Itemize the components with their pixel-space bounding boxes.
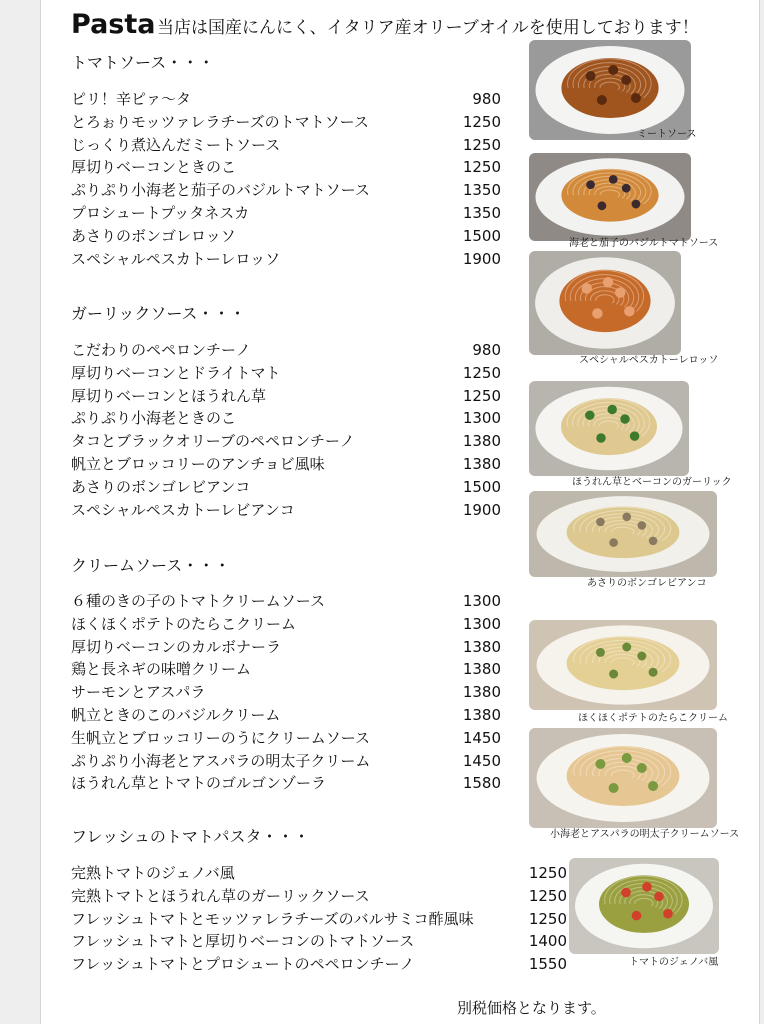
tax-note: 別税価格となります。 <box>457 999 606 1017</box>
menu-item-price: 1380 <box>462 432 501 450</box>
menu-item-name: ６種のきの子のトマトクリームソース <box>71 592 325 610</box>
menu-item-name: ピリ！辛ピァ〜タ <box>71 90 192 108</box>
dish-photo <box>529 40 691 140</box>
dish-image <box>529 251 681 355</box>
menu-item-price: 1380 <box>462 706 501 724</box>
menu-item-price: 1380 <box>462 660 501 678</box>
menu-item-name: スペシャルペスカトーレビアンコ <box>71 501 295 519</box>
menu-item-name: ぷりぷり小海老ときのこ <box>71 409 237 427</box>
menu-item-price: 1380 <box>462 455 501 473</box>
menu-item-name: サーモンとアスパラ <box>71 683 206 701</box>
menu-item-name: こだわりのペペロンチーノ <box>71 341 251 359</box>
dish-image <box>529 40 691 140</box>
menu-tagline: 当店は国産にんにく、イタリア産オリーブオイルを使用しております！ <box>157 18 699 38</box>
dish-caption: スペシャルペスカトーレロッソ <box>579 355 719 366</box>
dish-caption: あさりのボンゴレビアンコ <box>587 578 707 589</box>
menu-item-price: 1380 <box>462 638 501 656</box>
dish-photo <box>529 491 717 577</box>
menu-item-name: プロシュートプッタネスカ <box>71 204 250 222</box>
menu-item-price: 1500 <box>462 478 501 496</box>
dish-caption: トマトのジェノバ風 <box>629 957 719 968</box>
section-title: クリームソース・・・ <box>71 556 231 575</box>
menu-item-price: 1250 <box>462 158 501 176</box>
menu-item-name: 帆立ときのこのバジルクリーム <box>71 706 281 724</box>
menu-item-name: あさりのボンゴレロッソ <box>71 227 236 245</box>
menu-item-price: 1300 <box>462 592 501 610</box>
menu-item-name: あさりのボンゴレビアンコ <box>71 478 251 496</box>
menu-item-price: 1350 <box>462 181 501 199</box>
dish-image <box>529 381 689 476</box>
section-title: フレッシュのトマトパスタ・・・ <box>71 827 310 846</box>
dish-photo <box>529 728 717 828</box>
menu-item-price: 1900 <box>462 250 501 268</box>
menu-item-name: ぷりぷり小海老とアスパラの明太子クリーム <box>71 752 371 770</box>
menu-item-price: 1500 <box>462 227 501 245</box>
menu-item-price: 1380 <box>462 683 501 701</box>
dish-image <box>529 620 717 710</box>
menu-item-name: 厚切りベーコンとドライトマト <box>71 364 281 382</box>
menu-item-price: 1300 <box>462 409 501 427</box>
menu-item-name: 厚切りベーコンのカルボナーラ <box>71 638 282 656</box>
menu-item-name: 厚切りベーコンときのこ <box>71 158 237 176</box>
menu-item-name: 帆立とブロッコリーのアンチョビ風味 <box>71 455 325 473</box>
menu-item-price: 1580 <box>462 774 501 792</box>
dish-photo <box>529 381 689 476</box>
dish-caption: 海老と茄子のバジルトマトソース <box>569 238 719 249</box>
menu-item-price: 1550 <box>528 955 567 973</box>
menu-item-name: じっくり煮込んだミートソース <box>71 136 281 154</box>
menu-item-price: 1250 <box>462 387 501 405</box>
menu-item-name: フレッシュトマトと厚切りベーコンのトマトソース <box>71 932 415 950</box>
menu-item-price: 1250 <box>462 364 501 382</box>
dish-image <box>529 728 717 828</box>
dish-image <box>529 491 717 577</box>
section-title: ガーリックソース・・・ <box>71 304 246 323</box>
menu-page <box>40 0 760 1024</box>
menu-item-name: フレッシュトマトとモッツァレラチーズのバルサミコ酢風味 <box>71 910 474 928</box>
dish-caption: ほくほくポテトのたらこクリーム <box>578 713 728 724</box>
menu-item-price: 1250 <box>528 864 567 882</box>
dish-photo <box>529 251 681 355</box>
menu-item-name: ほくほくポテトのたらこクリーム <box>71 615 297 633</box>
dish-image <box>569 858 719 954</box>
menu-item-name: スペシャルペスカトーレロッソ <box>71 250 281 268</box>
dish-photo <box>569 858 719 954</box>
dish-caption: ほうれん草とベーコンのガーリック <box>572 477 732 488</box>
menu-item-price: 1450 <box>462 729 501 747</box>
menu-item-price: 1900 <box>462 501 501 519</box>
menu-item-price: 1350 <box>462 204 501 222</box>
dish-caption: 小海老とアスパラの明太子クリームソース <box>550 829 740 840</box>
menu-item-price: 1450 <box>462 752 501 770</box>
dish-image <box>529 153 691 241</box>
dish-photo <box>529 153 691 241</box>
menu-item-name: ほうれん草とトマトのゴルゴンゾーラ <box>71 774 327 792</box>
menu-item-price: 1250 <box>462 113 501 131</box>
menu-item-name: フレッシュトマトとプロシュートのペペロンチーノ <box>71 955 415 973</box>
menu-item-name: 鶏と長ネギの味噌クリーム <box>71 660 252 678</box>
menu-item-name: とろぉりモッツァレラチーズのトマトソース <box>71 113 369 131</box>
menu-item-name: 完熟トマトのジェノバ風 <box>71 864 235 882</box>
menu-item-name: 厚切りベーコンとほうれん草 <box>71 387 267 405</box>
menu-item-price: 1250 <box>462 136 501 154</box>
menu-item-price: 980 <box>472 90 501 108</box>
menu-item-price: 1400 <box>528 932 567 950</box>
menu-item-price: 1300 <box>462 615 501 633</box>
dish-photo <box>529 620 717 710</box>
menu-title: Pasta <box>71 9 156 40</box>
menu-item-price: 980 <box>472 341 501 359</box>
menu-item-name: 生帆立とブロッコリーのうにクリームソース <box>71 729 370 747</box>
dish-caption: ミートソース <box>637 129 697 140</box>
menu-item-name: 完熟トマトとほうれん草のガーリックソース <box>71 887 370 905</box>
menu-item-name: ぷりぷり小海老と茄子のバジルトマトソース <box>71 181 370 199</box>
menu-item-price: 1250 <box>528 910 567 928</box>
menu-item-name: タコとブラックオリーブのペペロンチーノ <box>71 432 355 450</box>
menu-item-price: 1250 <box>528 887 567 905</box>
section-title: トマトソース・・・ <box>71 53 215 72</box>
